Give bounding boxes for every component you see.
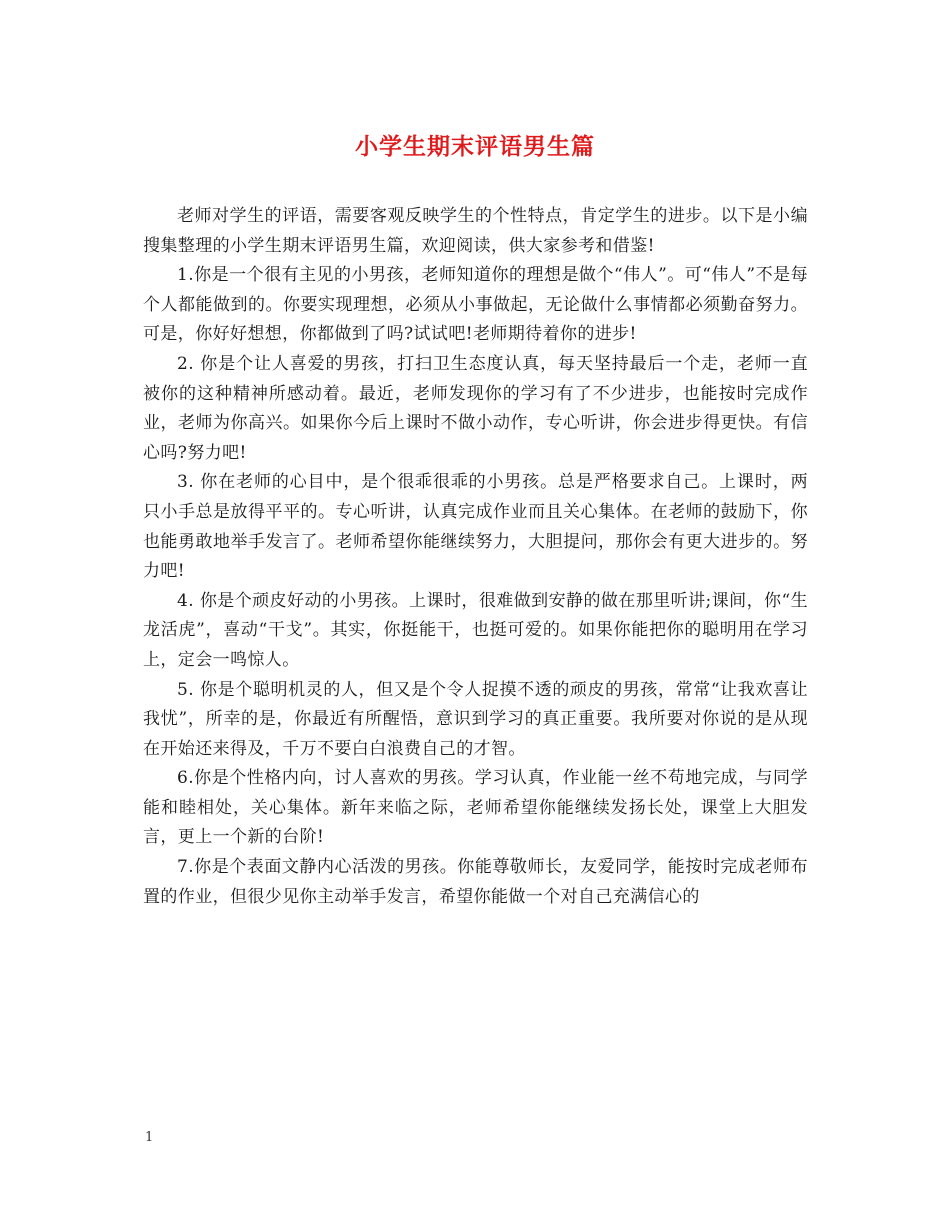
document-title: 小学生期末评语男生篇 [355,133,595,160]
paragraph-comment-7: 7.你是个表面文静内心活泼的男孩。你能尊敬师长，友爱同学，能按时完成老师布置的作业，但很少见你主动举手发言，希望你能做一个对自己充满信心的 [143,857,808,907]
document-body [143,202,808,912]
paragraph-comment-2: 2. 你是个让人喜爱的男孩，打扫卫生态度认真，每天坚持最后一个走，老师一直被你的这种精神所感动着。最近，老师发现你的学习有了不少进步，也能按时完成作业，老师为你高兴。如果你今后上课时不做小动作，专心听讲，你会进步得更快。有信心吗?努力吧! [143,353,808,463]
paragraph-comment-5: 5. 你是个聪明机灵的人，但又是个令人捉摸不透的顽皮的男孩，常常“让我欢喜让我忧”，所幸的是，你最近有所醒悟，意识到学习的真正重要。我所要对你说的是从现在开始还来得及，千万不要白白浪费自己的才智。 [143,679,808,759]
paragraph-comment-1: 1.你是一个很有主见的小男孩，老师知道你的理想是做个“伟人”。可“伟人”不是每个人都能做到的。你要实现理想，必须从小事做起，无论做什么事情都必须勤奋努力。可是，你好好想想，你都做到了吗?试试吧!老师期待着你的进步! [143,265,808,345]
paragraph-comment-6: 6.你是个性格内向，讨人喜欢的男孩。学习认真，作业能一丝不苟地完成，与同学能和睦相处，关心集体。新年来临之际，老师希望你能继续发扬长处，课堂上大胆发言，更上一个新的台阶! [143,768,808,848]
paragraph-comment-3: 3. 你在老师的心目中，是个很乖很乖的小男孩。总是严格要求自己。上课时，两只小手总是放得平平的。专心听讲，认真完成作业而且关心集体。在老师的鼓励下，你也能勇敢地举手发言了。老师希望你能继续努力，大胆提问，那你会有更大进步的。努力吧! [143,472,808,582]
paragraph-comment-4: 4. 你是个顽皮好动的小男孩。上课时，很难做到安静的做在那里听讲;课间，你“生龙活虎”，喜动“干戈”。其实，你挺能干，也挺可爱的。如果你能把你的聪明用在学习上，定会一鸣惊人。 [143,590,808,670]
paragraph-intro: 老师对学生的评语，需要客观反映学生的个性特点，肯定学生的进步。以下是小编搜集整理的小学生期末评语男生篇，欢迎阅读，供大家参考和借鉴! [143,206,808,256]
page-number: 1 [145,1130,154,1145]
